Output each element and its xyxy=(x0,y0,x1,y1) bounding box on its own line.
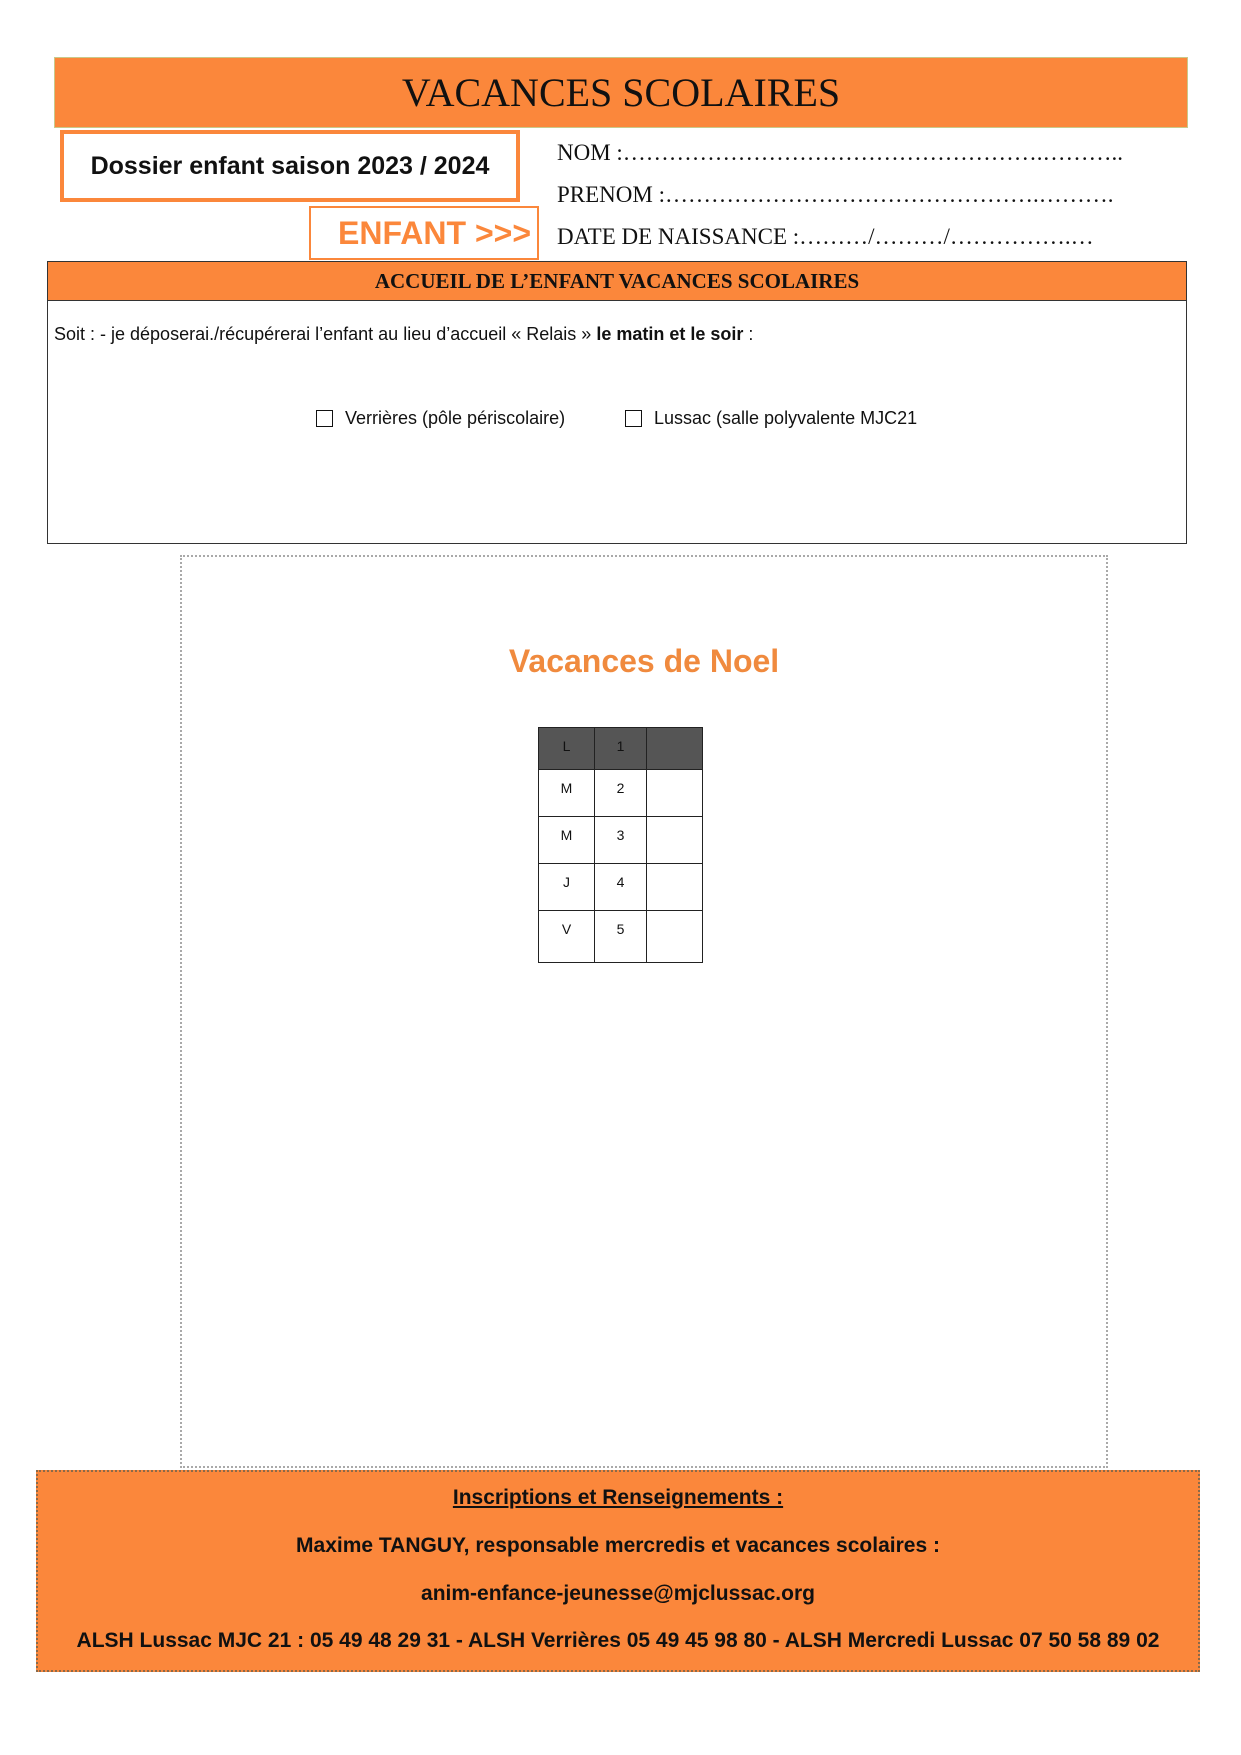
date-cell: 5 xyxy=(595,911,647,963)
check-cell[interactable] xyxy=(647,728,703,770)
footer-email[interactable]: anim-enfance-jeunesse@mjclussac.org xyxy=(421,1582,815,1605)
table-row xyxy=(539,728,703,770)
table-row xyxy=(539,817,703,864)
lussac-checkbox[interactable] xyxy=(625,410,642,427)
accueil-instruction-bold: le matin et le soir xyxy=(596,324,744,344)
footer-heading: Inscriptions et Renseignements : xyxy=(452,1486,784,1509)
accueil-heading-text: ACCUEIL DE L’ENFANT VACANCES SCOLAIRES xyxy=(374,268,860,293)
verrieres-checkbox[interactable] xyxy=(316,410,333,427)
check-cell[interactable] xyxy=(647,864,703,911)
season-box xyxy=(60,130,520,202)
page-title-banner xyxy=(54,57,1188,128)
accueil-section xyxy=(47,261,1187,544)
check-cell[interactable] xyxy=(647,770,703,817)
day-cell: J xyxy=(539,864,595,911)
footer-contact xyxy=(36,1470,1200,1672)
date-cell: 4 xyxy=(595,864,647,911)
day-cell: M xyxy=(539,817,595,864)
prenom-field[interactable]: PRENOM :………………………………………….………. xyxy=(557,182,1114,207)
day-cell: V xyxy=(539,911,595,963)
accueil-instruction xyxy=(54,324,753,345)
calendar-panel xyxy=(180,555,1108,1468)
nom-field[interactable]: NOM :……………………………………………….……….. xyxy=(557,140,1124,165)
verrieres-label: Verrières (pôle périscolaire) xyxy=(345,408,566,428)
option-lussac[interactable] xyxy=(625,408,917,429)
check-cell[interactable] xyxy=(647,817,703,864)
table-row xyxy=(539,911,703,963)
check-cell[interactable] xyxy=(647,911,703,963)
date-cell: 2 xyxy=(595,770,647,817)
day-cell: M xyxy=(539,770,595,817)
enfant-label: ENFANT >>> xyxy=(338,214,531,251)
day-cell: L xyxy=(539,728,595,770)
season-label: Dossier enfant saison 2023 / 2024 xyxy=(90,151,490,180)
table-row xyxy=(539,864,703,911)
table-row xyxy=(539,770,703,817)
footer-phones: ALSH Lussac MJC 21 : 05 49 48 29 31 - ALSH Verrières 05 49 45 98 80 - ALSH Mercredi Lussac 07 50 58 89 02 xyxy=(76,1629,1160,1652)
date-cell: 3 xyxy=(595,817,647,864)
footer-contact-person: Maxime TANGUY, responsable mercredis et vacances scolaires : xyxy=(296,1534,940,1557)
accueil-instruction-end: : xyxy=(743,324,754,344)
option-verrieres[interactable] xyxy=(316,408,565,429)
calendar-title: Vacances de Noel xyxy=(508,643,780,679)
calendar-table xyxy=(538,727,703,963)
lussac-label: Lussac (salle polyvalente MJC21 xyxy=(654,408,918,428)
accueil-instruction-text: Soit : - je déposerai./récupérerai l’enfant au lieu d’accueil « Relais » xyxy=(54,324,597,344)
accueil-heading xyxy=(48,262,1186,301)
date-naissance-field[interactable]: DATE DE NAISSANCE :………/………/…………….… xyxy=(557,224,1094,249)
date-cell: 1 xyxy=(595,728,647,770)
page-title: VACANCES SCOLAIRES xyxy=(401,70,841,115)
enfant-box xyxy=(309,206,539,260)
